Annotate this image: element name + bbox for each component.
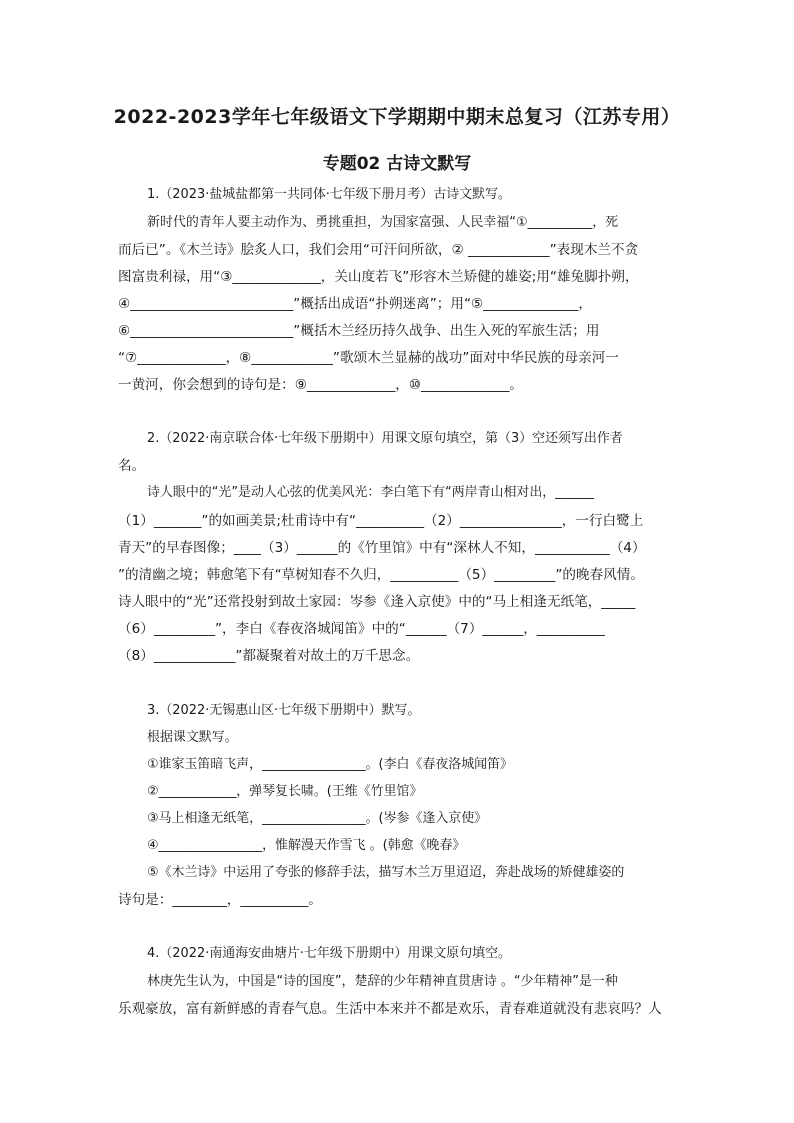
question-3-line: ⑤《木兰诗》中运用了夸张的修辞手法，描写木兰万里迢迢，奔赴战场的矫健雄姿的 <box>147 865 625 880</box>
question-1-line: ④________________________”概括出成语“扑朔迷离”；用“⑤______________， <box>118 296 592 312</box>
question-2-line: 名。 <box>118 458 146 474</box>
question-3-line: ①谁家玉笛暗飞声，________________。(李白《春夜洛城闻笛》 <box>147 757 513 772</box>
question-1-line: 一黄河，你会想到的诗句是：⑨_____________，⑩_____________。 <box>118 377 523 393</box>
question-3-header: 3.（2022·无锡惠山区·七年级下册期中）默写。 <box>147 703 421 718</box>
question-3-line: ④________________，惟解漫天作雪飞 。(韩愈《晚春》 <box>147 838 466 853</box>
document-title: 2022-2023学年七年级语文下学期期中期末总复习（江苏专用） <box>113 106 681 128</box>
question-2-line: （6）_________”，李白《春夜洛城闻笛》中的“______（7）______，__________ <box>118 621 605 637</box>
question-3-line: ②____________，弹琴复长啸。(王维《竹里馆》 <box>147 784 423 799</box>
question-2-line: 诗人眼中的“光”是动人心弦的优美风光：李白笔下有“两岸青山相对出，______ <box>147 485 595 500</box>
question-1-line: 新时代的青年人要主动作为、勇挑重担，为国家富强、人民幸福“①__________，死 <box>147 215 619 230</box>
question-2-line: 青天”的早春图像；____（3）______的《竹里馆》中有“深林人不知，___________（4） <box>118 540 646 556</box>
question-2-line: （1）_______”的如画美景;杜甫诗中有“__________（2）_______________，一行白鹭上 <box>118 513 644 529</box>
question-1-line: ⑥________________________”概括木兰经历持久战争、出生入死的军旅生活；用 <box>118 323 600 339</box>
question-2-line: ”的清幽之境；韩愈笔下有“草树知春不久归，__________（5）_________”的晚春风情。 <box>118 567 644 583</box>
question-2-line: 诗人眼中的“光”还常投射到故土家园：岑参《逢入京使》中的“马上相逢无纸笔，_____ <box>118 594 636 610</box>
question-1-line: “⑦_____________，⑧____________”歌颂木兰显赫的战功”面对中华民族的母亲河一 <box>118 350 619 366</box>
question-3-line: 根据课文默写。 <box>147 730 238 745</box>
question-4-header: 4.（2022·南通海安曲塘片·七年级下册期中）用课文原句填空。 <box>147 946 511 961</box>
question-2-header: 2.（2022·南京联合体·七年级下册期中）用课文原句填空，第（3）空还须写出作者 <box>147 431 623 446</box>
question-3-line: 诗句是：________，__________。 <box>118 892 322 908</box>
question-4-line: 林庚先生认为，中国是“诗的国度”，楚辞的少年精神直贯唐诗 。“少年精神”是一种 <box>147 974 618 989</box>
question-1-header: 1.（2023·盐城盐都第一共同体·七年级下册月考）古诗文默写。 <box>147 187 511 202</box>
question-4-line: 乐观豪放，富有新鲜感的青春气息。生活中本来并不都是欢乐，青春难道就没有悲哀吗？人 <box>118 1001 662 1017</box>
document-subtitle: 专题02 古诗文默写 <box>322 154 472 174</box>
question-2-line: （8）____________”都凝聚着对故土的万千思念。 <box>118 648 420 664</box>
question-3-line: ③马上相逢无纸笔，________________。(岑参《逢入京使》 <box>147 811 488 826</box>
question-1-line: 图富贵利禄，用“③_____________，关山度若飞”形容木兰矫健的雄姿;用“雄兔脚扑朔， <box>118 269 639 285</box>
question-1-line: 而后已”。《木兰诗》脍炙人口，我们会用“可汗问所欲，② ____________”表现木兰不贪 <box>118 242 639 258</box>
